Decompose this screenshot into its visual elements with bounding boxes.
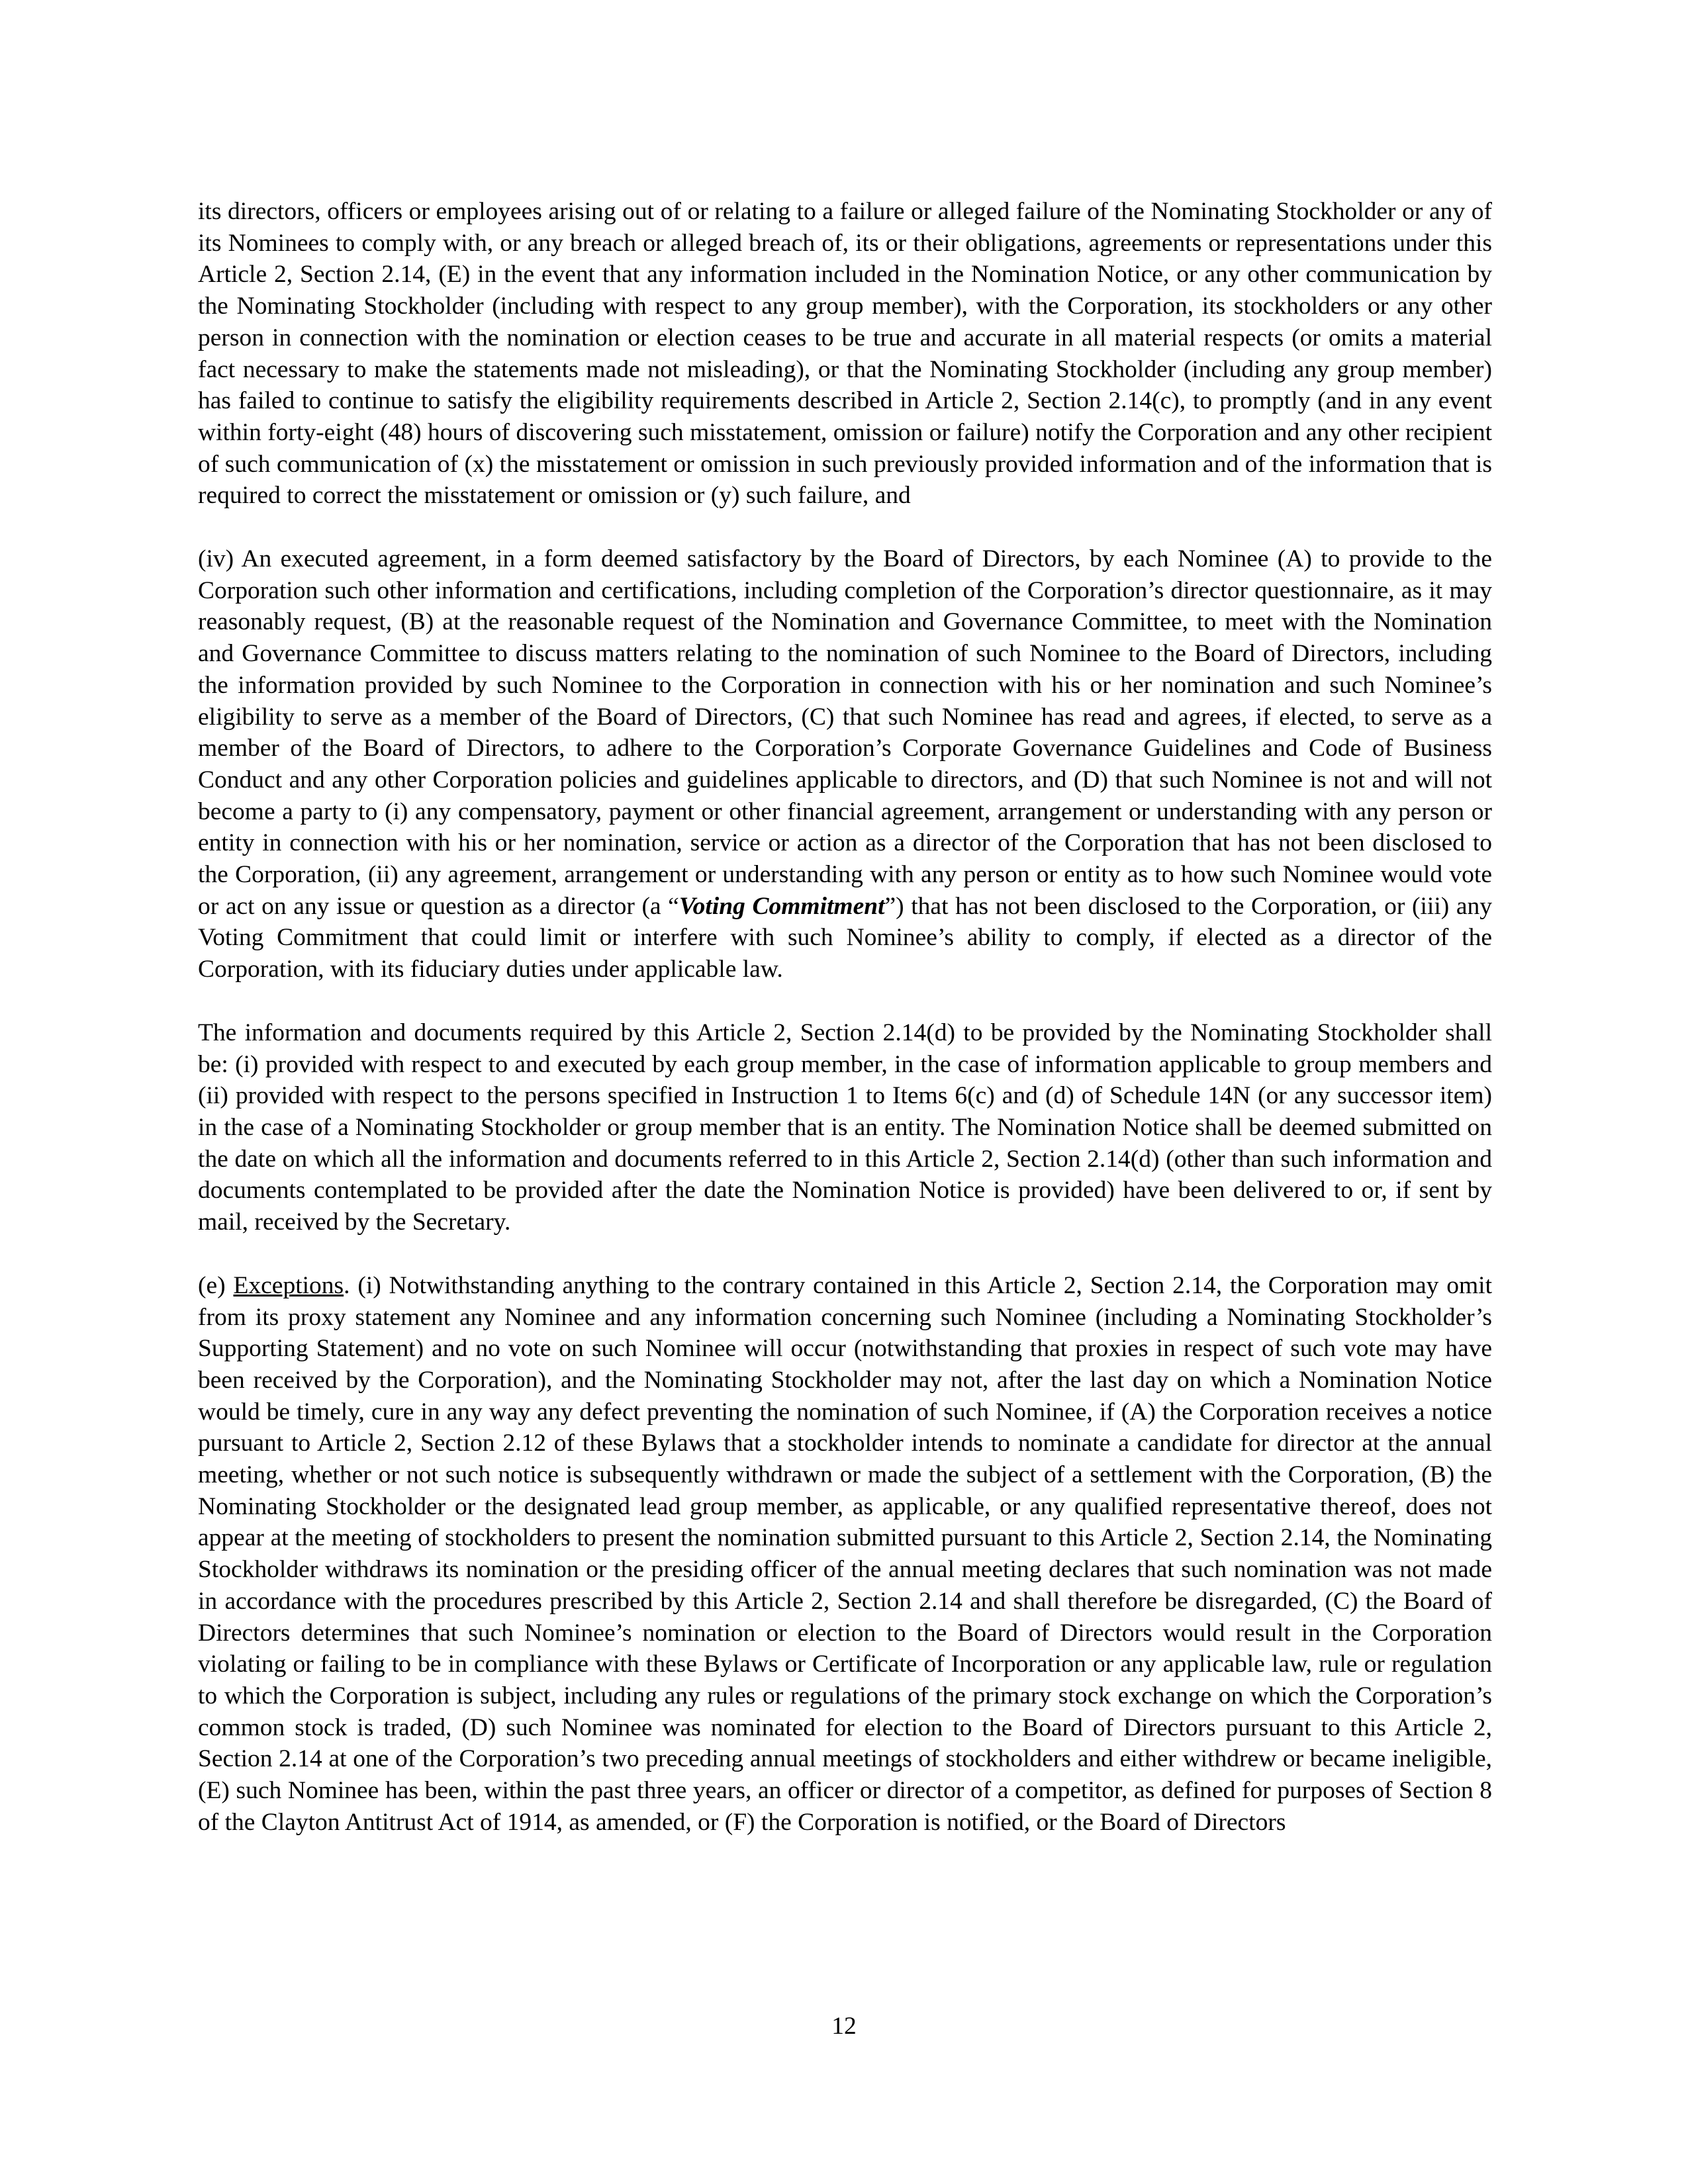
paragraph-exceptions xyxy=(198,1270,1492,1839)
paragraph-executed-agreement xyxy=(198,543,1492,985)
paragraph-obligations-continued: its directors, officers or employees arising out of or relating to a failure or alleged failure of the Nominating Stockholder or any of its Nominees to comply with, or any breach or alleged breach of, its or their obligations, agreements or representations under this Article 2, Section 2.14, (E) in the event that any information included in the Nomination Notice, or any other communication by the Nominating Stockholder (including with respect to any group member), with the Corporation, its stockholders or any other person in connection with the nomination or election ceases to be true and accurate in all material respects (or omits a material fact necessary to make the statements made not misleading), or that the Nominating Stockholder (including any group member) has failed to continue to satisfy the eligibility requirements described in Article 2, Section 2.14(c), to promptly (and in any event within forty-eight (48) hours of discovering such misstatement, omission or failure) notify the Corporation and any other recipient of such communication of (x) the misstatement or omission in such previously provided information and of the information that is required to correct the misstatement or omission or (y) such failure, and xyxy=(198,198,1492,510)
paragraph-executed-agreement-text: (iv) An executed agreement, in a form deemed satisfactory by the Board of Directors, by each Nominee (A) to provide to the Corporation such other information and certifications, including completion of the Corporation’s director questionnaire, as it may reasonably request, (B) at the reasonable request of the Nomination and Governance Committee, to meet with the Nomination and Governance Committee to discuss matters relating to the nomination of such Nominee to the Board of Directors, including the information provided by such Nominee to the Corporation in connection with his or her nomination and such Nominee’s eligibility to serve as a member of the Board of Directors, (C) that such Nominee has read and agrees, if elected, to serve as a member of the Board of Directors, to adhere to the Corporation’s Corporate Governance Guidelines and Code of Business Conduct and any other Corporation policies and guidelines applicable to directors, and (D) that such Nominee is not and will not become a party to (i) any compensatory, payment or other financial agreement, arrangement or understanding with any person or entity in connection with his or her nomination, service or action as a director of the Corporation that has not been disclosed to the Corporation, (ii) any agreement, arrangement or understanding with any person or entity as to how such Nominee would vote or act on any issue or question as a director (a “ xyxy=(198,545,1492,920)
defined-term-voting-commitment: Voting Commitment xyxy=(679,892,885,920)
exceptions-prefix: (e) xyxy=(198,1271,234,1299)
exceptions-body: . (i) Notwithstanding anything to the contrary contained in this Article 2, Section 2.14, the Corporation may omit from its proxy statement any Nominee and any information concerning such Nominee (including a Nominating Stockholder’s Supporting Statement) and no vote on such Nominee will occur (notwithstanding that proxies in respect of such vote may have been received by the Corporation), and the Nominating Stockholder may not, after the last day on which a Nomination Notice would be timely, cure in any way any defect preventing the nomination of such Nominee, if (A) the Corporation receives a notice pursuant to Article 2, Section 2.12 of these Bylaws that a stockholder intends to nominate a candidate for director at the annual meeting, whether or not such notice is subsequently withdrawn or made the subject of a settlement with the Corporation, (B) the Nominating Stockholder or the designated lead group member, as applicable, or any qualified representative thereof, does not appear at the meeting of stockholders to present the nomination submitted pursuant to this Article 2, Section 2.14, the Nominating Stockholder withdraws its nomination or the presiding officer of the annual meeting declares that such nomination was not made in accordance with the procedures prescribed by this Article 2, Section 2.14 and shall therefore be disregarded, (C) the Board of Directors determines that such Nominee’s nomination or election to the Board of Directors would result in the Corporation violating or failing to be in compliance with these Bylaws or Certificate of Incorporation or any applicable law, rule or regulation to which the Corporation is subject, including any rules or regulations of the primary stock exchange on which the Corporation’s common stock is traded, (D) such Nominee was nominated for election to the Board of Directors pursuant to this Article 2, Section 2.14 at one of the Corporation’s two preceding annual meetings of stockholders and either withdrew or became ineligible, (E) such Nominee has been, within the past three years, an officer or director of a competitor, as defined for purposes of Section 8 of the Clayton Antitrust Act of 1914, as amended, or (F) the Corporation is notified, or the Board of Directors xyxy=(198,1271,1492,1836)
document-page xyxy=(198,196,1492,1838)
page-number: 12 xyxy=(831,2013,857,2040)
exceptions-heading: Exceptions xyxy=(233,1271,344,1299)
paragraph-executed-agreement-text-end: ”) that has not been disclosed to the Corporation, or (iii) any Voting Commitment that could limit or interfere with such Nominee’s ability to comply, if elected as a director of the Corporation, with its fiduciary duties under applicable law. xyxy=(198,892,1492,983)
paragraph-information-documents: The information and documents required by this Article 2, Section 2.14(d) to be provided by the Nominating Stockholder shall be: (i) provided with respect to and executed by each group member, in the case of information applicable to group members and (ii) provided with respect to the persons specified in Instruction 1 to Items 6(c) and (d) of Schedule 14N (or any successor item) in the case of a Nominating Stockholder or group member that is an entity. The Nomination Notice shall be deemed submitted on the date on which all the information and documents referred to in this Article 2, Section 2.14(d) (other than such information and documents contemplated to be provided after the date the Nomination Notice is provided) have been delivered to or, if sent by mail, received by the Secretary. xyxy=(198,1019,1492,1236)
